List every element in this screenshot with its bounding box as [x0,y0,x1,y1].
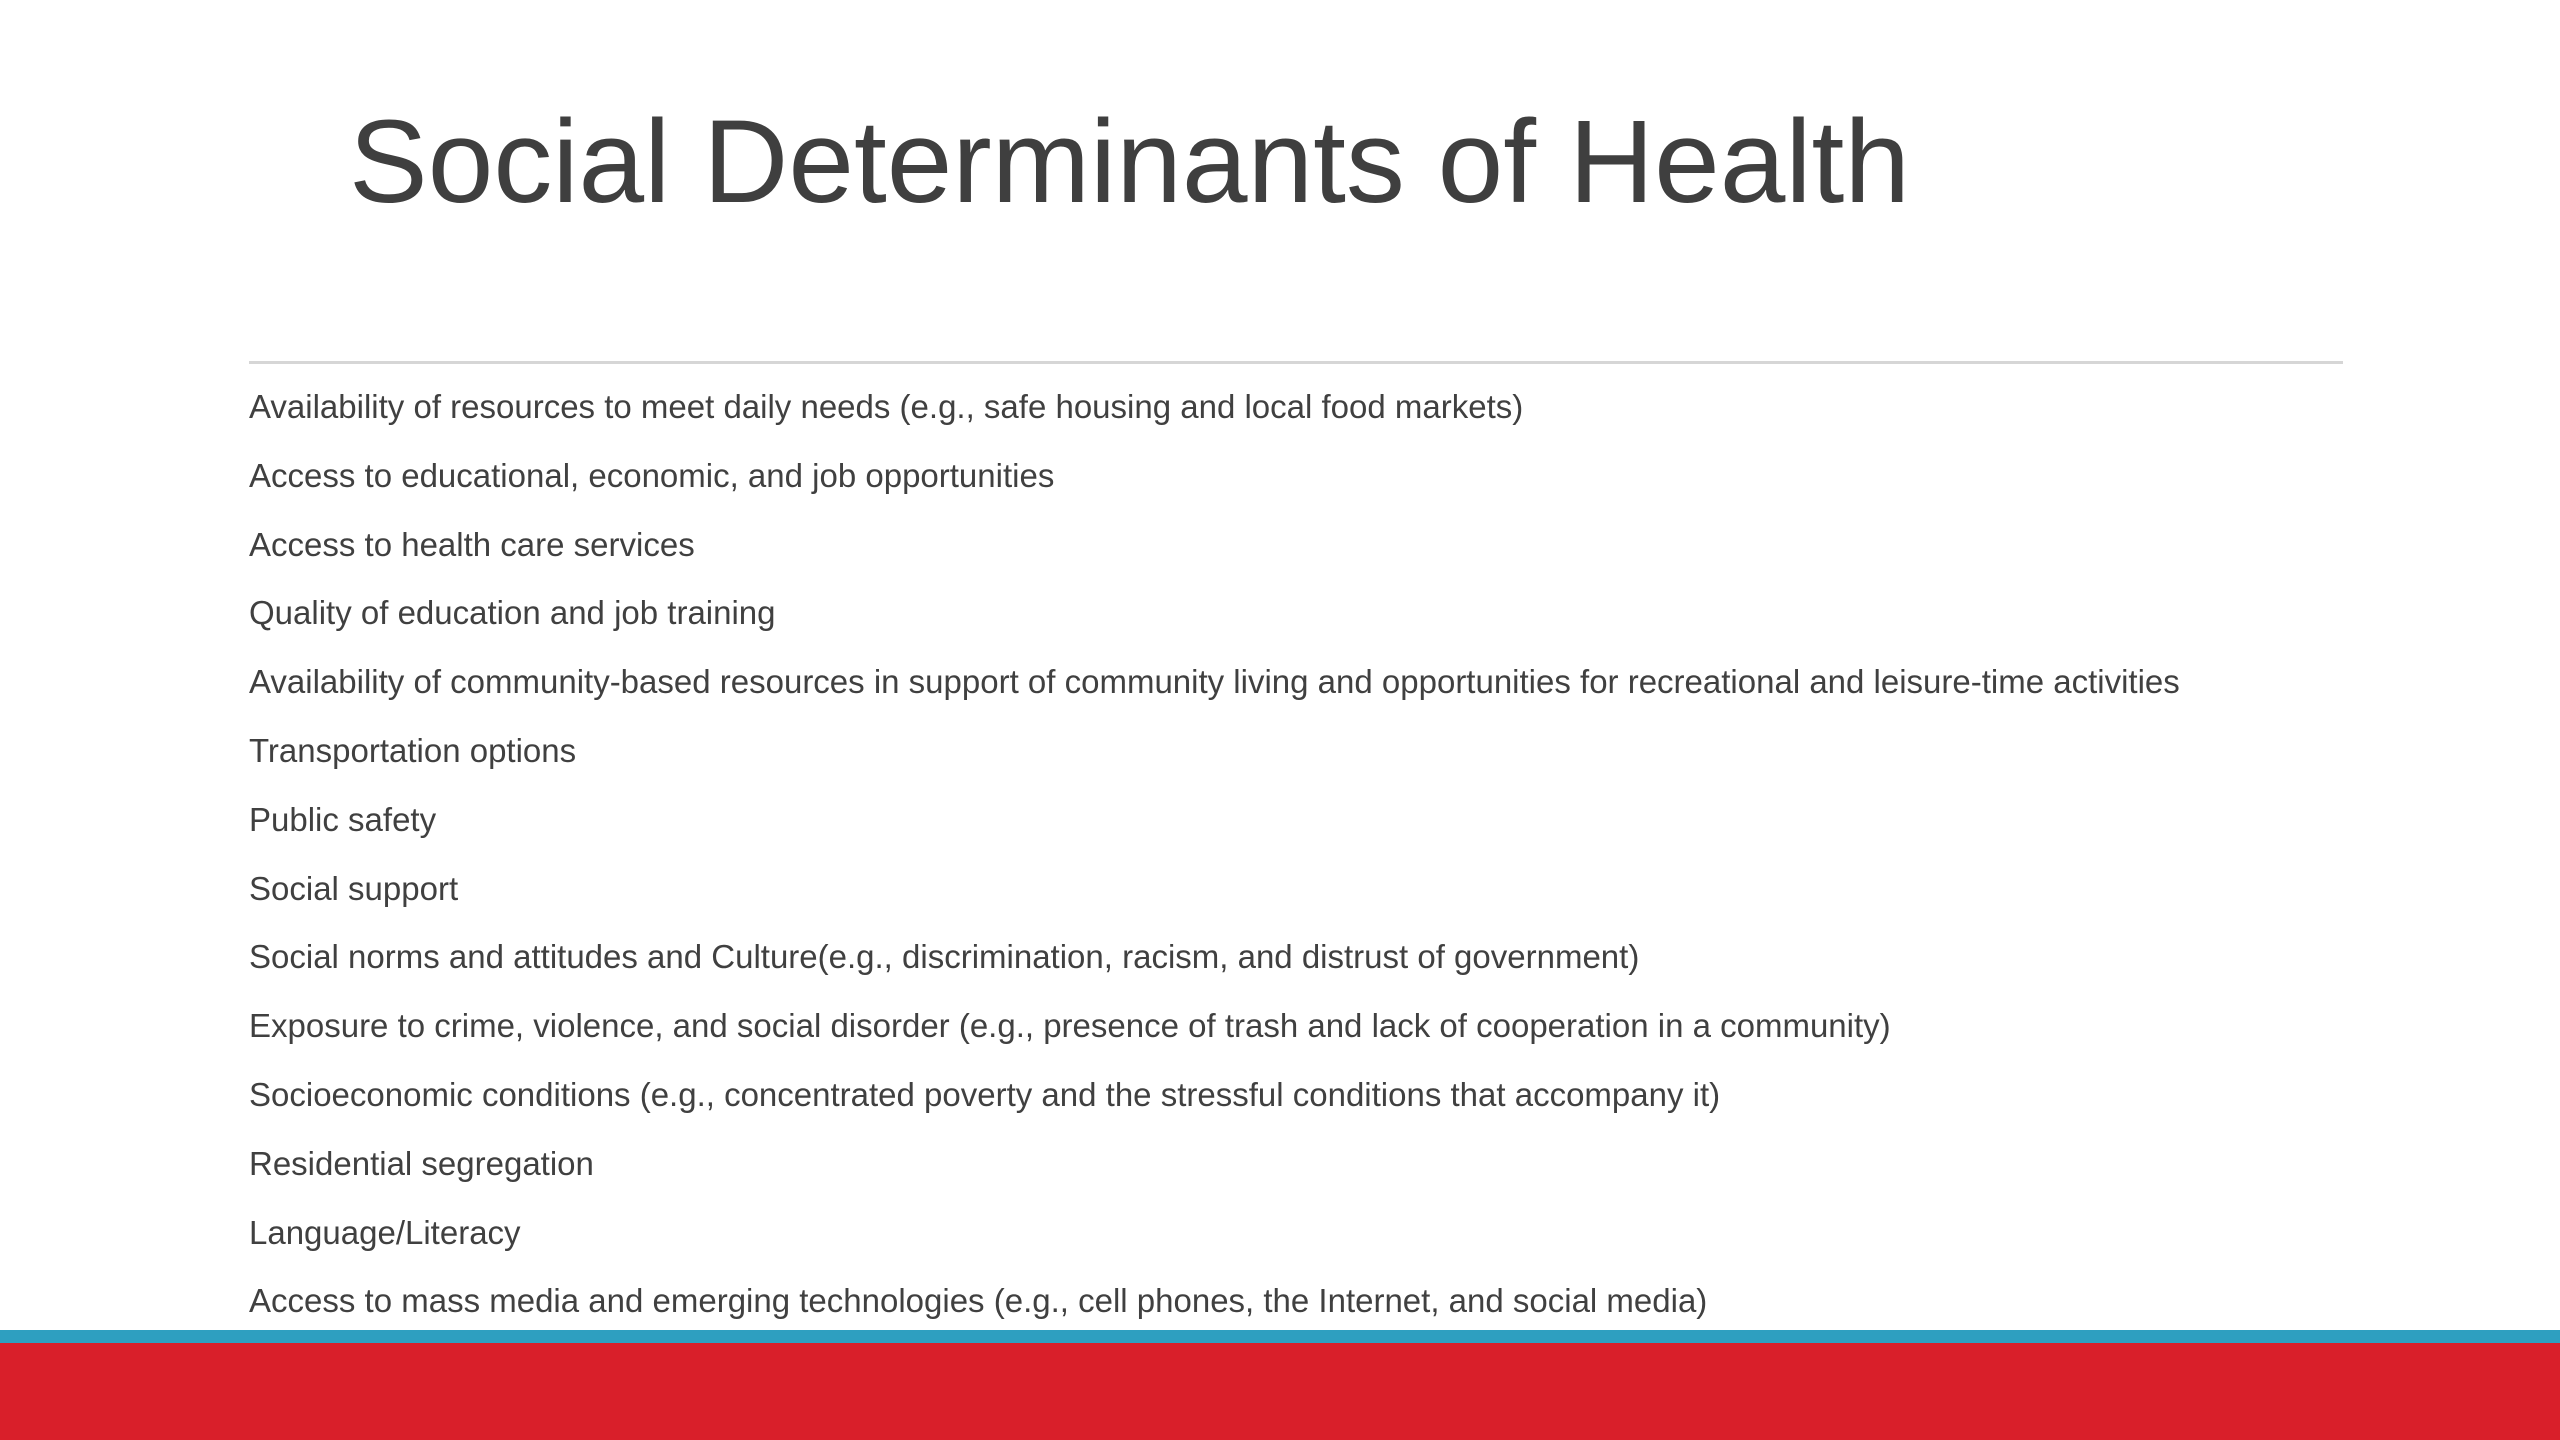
list-item: Socioeconomic conditions (e.g., concentrated poverty and the stressful conditions that accompany it) [249,1075,1721,1113]
footer-red-band [0,1343,2560,1440]
list-item: Exposure to crime, violence, and social disorder (e.g., presence of trash and lack of cooperation in a community) [249,1007,1891,1045]
list-item: Language/Literacy [249,1213,521,1251]
list-item: Social norms and attitudes and Culture(e.g., discrimination, racism, and distrust of government) [249,938,1640,976]
slide-title: Social Determinants of Health [349,96,1910,228]
determinants-list [249,373,2449,1336]
list-item: Quality of education and job training [249,594,776,632]
footer-teal-stripe [0,1330,2560,1343]
title-divider [249,361,2343,364]
list-item: Transportation options [249,731,577,769]
list-item: Availability of community-based resources in support of community living and opportunities for recreational and leisure-time activities [249,663,2180,701]
list-item: Public safety [249,800,437,838]
list-item: Residential segregation [249,1144,594,1182]
list-item: Availability of resources to meet daily needs (e.g., safe housing and local food markets) [249,388,1524,425]
list-item: Access to mass media and emerging technologies (e.g., cell phones, the Internet, and social media) [249,1282,1708,1320]
list-item: Social support [249,869,459,907]
list-item: Access to health care services [249,525,695,563]
list-item: Access to educational, economic, and job opportunities [249,456,1055,494]
